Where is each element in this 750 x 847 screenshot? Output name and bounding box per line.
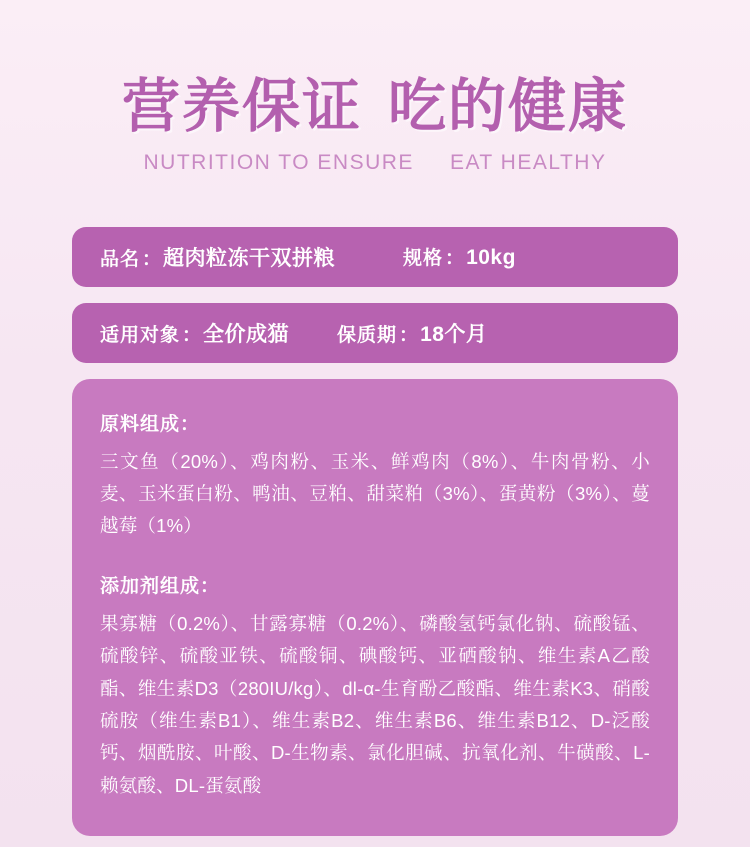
info-field-spec bbox=[403, 243, 516, 270]
info-bar-usage bbox=[72, 303, 678, 363]
info-field-shelf-life bbox=[337, 318, 487, 348]
headline-left: 营养保证 bbox=[121, 74, 362, 139]
info-colon: ： bbox=[142, 248, 162, 270]
page-subtitle bbox=[0, 151, 750, 175]
info-bar-list bbox=[0, 227, 750, 363]
info-label-product-name: 品名 bbox=[100, 248, 141, 270]
subtitle-left: NUTRITION TO ENSURE bbox=[143, 150, 414, 174]
info-value-product-name: 超肉粒冻干双拼粮 bbox=[163, 246, 336, 270]
section-body-additives: 果寡糖（0.2%）、甘露寡糖（0.2%）、磷酸氢钙氯化钠、硫酸锰、硫酸锌、硫酸亚铁、硫酸铜、碘酸钙、亚硒酸钠、维生素A乙酸酯、维生素D3（280IU/kg）、dl-α-生育酚乙酸酯、维生素K3、硝酸硫胺（维生素B1）、维生素B2、维生素B6、维生素B12、D-泛酸钙、烟酰胺、叶酸、D-生物素、氯化胆碱、抗氧化剂、牛磺酸、L-赖氨酸、DL-蛋氨酸 bbox=[100, 612, 650, 796]
page-header bbox=[0, 0, 750, 175]
info-colon: ： bbox=[399, 324, 419, 346]
info-colon: ： bbox=[182, 324, 202, 346]
info-value-spec: 10kg bbox=[466, 246, 516, 270]
headline-right: 吃的健康 bbox=[388, 74, 629, 139]
info-label-shelf-life: 保质期 bbox=[337, 324, 398, 346]
page-title bbox=[0, 74, 750, 141]
info-label-target: 适用对象 bbox=[100, 324, 181, 346]
info-colon: ： bbox=[445, 248, 465, 270]
info-field-target bbox=[100, 318, 289, 348]
info-value-shelf-life: 18个月 bbox=[420, 322, 488, 346]
info-value-target: 全价成猫 bbox=[203, 322, 290, 346]
info-label-spec: 规格 bbox=[403, 248, 444, 270]
info-bar-product bbox=[72, 227, 678, 287]
section-title-ingredients: 原料组成： bbox=[100, 413, 201, 435]
composition-panel bbox=[72, 379, 678, 836]
section-title-additives: 添加剂组成： bbox=[100, 575, 221, 597]
section-additives bbox=[100, 571, 650, 802]
section-body-ingredients: 三文鱼（20%）、鸡肉粉、玉米、鲜鸡肉（8%）、牛肉骨粉、小麦、玉米蛋白粉、鸭油、豆粕、甜菜粕（3%）、蛋黄粉（3%）、蔓越莓（1%） bbox=[100, 450, 650, 537]
section-ingredients bbox=[100, 409, 650, 543]
subtitle-right: EAT HEALTHY bbox=[449, 150, 607, 174]
info-field-product-name bbox=[100, 242, 335, 272]
